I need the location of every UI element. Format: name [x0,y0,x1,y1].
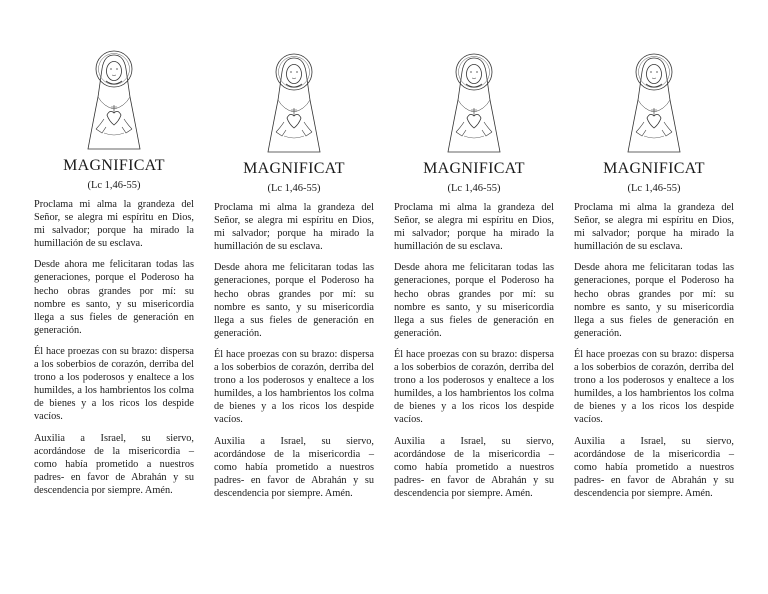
prayer-paragraph-4: Auxilia a Israel, su siervo, acordándose de la misericordia – como había prometido a nuestros padres- en favor de Abrahán y su descendencia por siempre. Amén. [574,435,734,499]
prayer-card-2 [214,50,374,508]
card-title: MAGNIFICAT [63,157,165,174]
sacred-heart-of-mary-illustration [254,50,334,158]
prayer-paragraph-3: Él hace proezas con su brazo: dispersa a los soberbios de corazón, derriba del trono a los poderosos y enaltece a los humildes, a los hambrientos los colma de bienes y a los ricos los despide vacíos. [34,345,194,423]
scripture-reference: (Lc 1,46-55) [447,183,501,194]
prayer-paragraph-4: Auxilia a Israel, su siervo, acordándose de la misericordia – como había prometido a nuestros padres- en favor de Abrahán y su descendencia por siempre. Amén. [34,432,194,496]
prayer-card-3 [394,50,554,508]
prayer-paragraph-3: Él hace proezas con su brazo: dispersa a los soberbios de corazón, derriba del trono a los poderosos y enaltece a los humildes, a los hambrientos los colma de bienes y a los ricos los despide vacíos. [574,348,734,426]
prayer-paragraph-2: Desde ahora me felicitaran todas las generaciones, porque el Poderoso ha hecho obras grandes por mí: su nombre es santo, y su misericordia llega a sus fieles de generación en generación. [574,262,734,339]
prayer-card-1 [34,47,194,505]
prayer-paragraph-2: Desde ahora me felicitaran todas las generaciones, porque el Poderoso ha hecho obras grandes por mí: su nombre es santo, y su misericordia llega a sus fieles de generación en generación. [34,259,194,336]
scripture-reference: (Lc 1,46-55) [627,183,681,194]
prayer-paragraph-1: Proclama mi alma la grandeza del Señor, se alegra mi espíritu en Dios, mi salvador; porque ha mirado la humillación de su esclava. [394,202,554,253]
prayer-paragraph-4: Auxilia a Israel, su siervo, acordándose de la misericordia – como había prometido a nuestros padres- en favor de Abrahán y su descendencia por siempre. Amén. [214,435,374,499]
card-title: MAGNIFICAT [423,160,525,177]
prayer-card-4 [574,50,734,508]
card-title: MAGNIFICAT [243,160,345,177]
prayer-paragraph-1: Proclama mi alma la grandeza del Señor, se alegra mi espíritu en Dios, mi salvador; porque ha mirado la humillación de su esclava. [34,199,194,250]
prayer-paragraph-2: Desde ahora me felicitaran todas las generaciones, porque el Poderoso ha hecho obras grandes por mí: su nombre es santo, y su misericordia llega a sus fieles de generación en generación. [214,262,374,339]
sacred-heart-of-mary-illustration [614,50,694,158]
sacred-heart-of-mary-illustration [74,47,154,155]
prayer-paragraph-1: Proclama mi alma la grandeza del Señor, se alegra mi espíritu en Dios, mi salvador; porque ha mirado la humillación de su esclava. [574,202,734,253]
sacred-heart-of-mary-illustration [434,50,514,158]
prayer-paragraph-4: Auxilia a Israel, su siervo, acordándose de la misericordia – como había prometido a nuestros padres- en favor de Abrahán y su descendencia por siempre. Amén. [394,435,554,499]
prayer-paragraph-2: Desde ahora me felicitaran todas las generaciones, porque el Poderoso ha hecho obras grandes por mí: su nombre es santo, y su misericordia llega a sus fieles de generación en generación. [394,262,554,339]
prayer-paragraph-3: Él hace proezas con su brazo: dispersa a los soberbios de corazón, derriba del trono a los poderosos y enaltece a los humildes, a los hambrientos los colma de bienes y a los ricos los despide vacíos. [214,348,374,426]
scripture-reference: (Lc 1,46-55) [87,180,141,191]
card-title: MAGNIFICAT [603,160,705,177]
scripture-reference: (Lc 1,46-55) [267,183,321,194]
prayer-paragraph-3: Él hace proezas con su brazo: dispersa a los soberbios de corazón, derriba del trono a los poderosos y enaltece a los humildes, a los hambrientos los colma de bienes y a los ricos los despide vacíos. [394,348,554,426]
prayer-paragraph-1: Proclama mi alma la grandeza del Señor, se alegra mi espíritu en Dios, mi salvador; porque ha mirado la humillación de su esclava. [214,202,374,253]
